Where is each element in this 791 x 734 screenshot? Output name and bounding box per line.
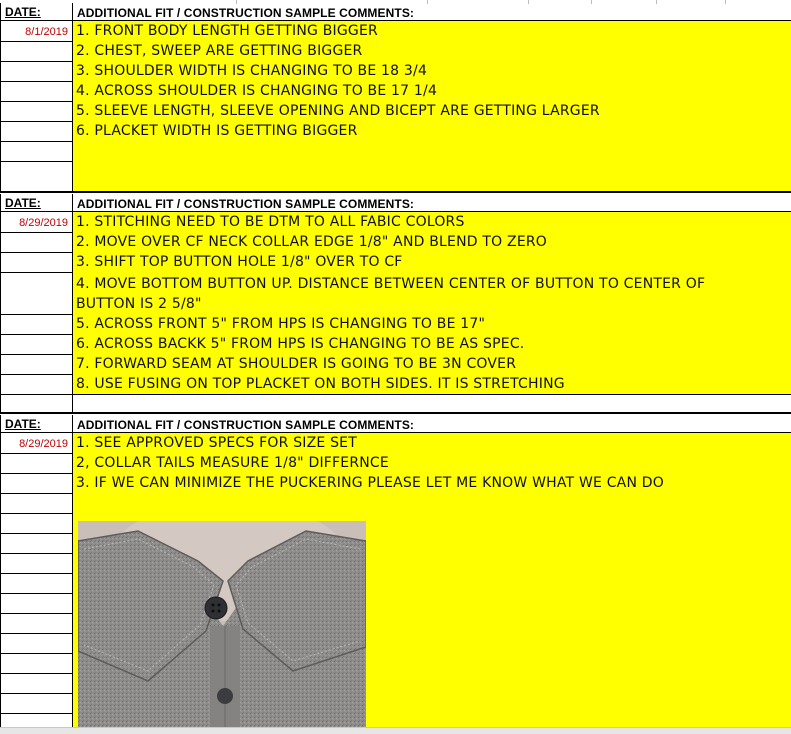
section-divider [0, 191, 791, 193]
row-line [0, 633, 72, 634]
row-line [0, 693, 72, 694]
row-line [0, 334, 72, 335]
section-title: ADDITIONAL FIT / CONSTRUCTION SAMPLE COMMENTS: [77, 6, 415, 20]
row-line [0, 653, 72, 654]
row-line [0, 314, 72, 315]
section-3-header [0, 415, 791, 433]
comment-line[interactable]: BUTTON IS 2 5/8" [76, 296, 202, 312]
section-divider [0, 412, 791, 414]
date-value[interactable]: 8/29/2019 [19, 438, 68, 450]
row-line [0, 232, 72, 233]
comment-line[interactable]: 6. PLACKET WIDTH IS GETTING BIGGER [76, 123, 358, 139]
comment-line[interactable]: 3. SHOULDER WIDTH IS CHANGING TO BE 18 3/4 [76, 63, 428, 79]
row-line [0, 613, 72, 614]
left-border [0, 415, 1, 727]
comment-line[interactable]: 4. ACROSS SHOULDER IS CHANGING TO BE 17 1/4 [76, 83, 438, 99]
row-line [0, 61, 72, 62]
comment-line[interactable]: 2, COLLAR TAILS MEASURE 1/8" DIFFERNCE [76, 455, 389, 471]
section-title: ADDITIONAL FIT / CONSTRUCTION SAMPLE COMMENTS: [77, 197, 415, 211]
row-line [0, 272, 72, 273]
row-line [0, 41, 72, 42]
row-line [0, 252, 72, 253]
comment-line[interactable]: 1. STITCHING NEED TO BE DTM TO ALL FABIC COLORS [76, 214, 465, 230]
date-label: DATE: [5, 5, 41, 19]
row-line [0, 533, 72, 534]
comment-line[interactable]: 3. IF WE CAN MINIMIZE THE PUCKERING PLEASE LET ME KNOW WHAT WE CAN DO [76, 475, 664, 491]
row-line [0, 81, 72, 82]
comment-line[interactable]: 6. ACROSS BACKK 5" FROM HPS IS CHANGING TO BE AS SPEC. [76, 336, 525, 352]
date-value[interactable]: 8/1/2019 [25, 26, 68, 38]
row-line [0, 553, 72, 554]
row-line [0, 473, 72, 474]
row-line [0, 493, 72, 494]
row-line [0, 673, 72, 674]
row-line [0, 573, 72, 574]
comment-line[interactable]: 1. SEE APPROVED SPECS FOR SIZE SET [76, 435, 357, 451]
row-line [0, 121, 72, 122]
date-value[interactable]: 8/29/2019 [19, 217, 68, 229]
comment-line[interactable]: 4. MOVE BOTTOM BUTTON UP. DISTANCE BETWEEN CENTER OF BUTTON TO CENTER OF [76, 276, 706, 292]
date-label: DATE: [5, 196, 41, 210]
collar-photo[interactable] [78, 521, 366, 727]
row-line [0, 713, 72, 714]
collar-photo-drawing [78, 521, 366, 727]
row-line [0, 453, 72, 454]
row-line [0, 161, 72, 162]
row-line [0, 141, 72, 142]
date-label: DATE: [5, 417, 41, 431]
section-1-header [0, 3, 791, 21]
comment-line[interactable]: 7. FORWARD SEAM AT SHOULDER IS GOING TO BE 3N COVER [76, 356, 517, 372]
row-line [0, 374, 72, 375]
row-line [0, 593, 72, 594]
comment-line[interactable]: 5. SLEEVE LENGTH, SLEEVE OPENING AND BICEPT ARE GETTING LARGER [76, 103, 600, 119]
section-2-header [0, 194, 791, 212]
row-line [0, 394, 791, 395]
row-line [0, 513, 72, 514]
comment-line[interactable]: 2. MOVE OVER CF NECK COLLAR EDGE 1/8" AND BLEND TO ZERO [76, 234, 548, 250]
comment-line[interactable]: 1. FRONT BODY LENGTH GETTING BIGGER [76, 23, 378, 39]
comment-line[interactable]: 8. USE FUSING ON TOP PLACKET ON BOTH SIDES. IT IS STRETCHING [76, 376, 565, 392]
section-title: ADDITIONAL FIT / CONSTRUCTION SAMPLE COMMENTS: [77, 418, 415, 432]
comment-line[interactable]: 5. ACROSS FRONT 5" FROM HPS IS CHANGING TO BE 17" [76, 316, 486, 332]
row-line [0, 101, 72, 102]
comment-line[interactable]: 2. CHEST, SWEEP ARE GETTING BIGGER [76, 43, 363, 59]
comment-line[interactable]: 3. SHIFT TOP BUTTON HOLE 1/8" OVER TO CF [76, 254, 403, 270]
row-line [0, 354, 72, 355]
